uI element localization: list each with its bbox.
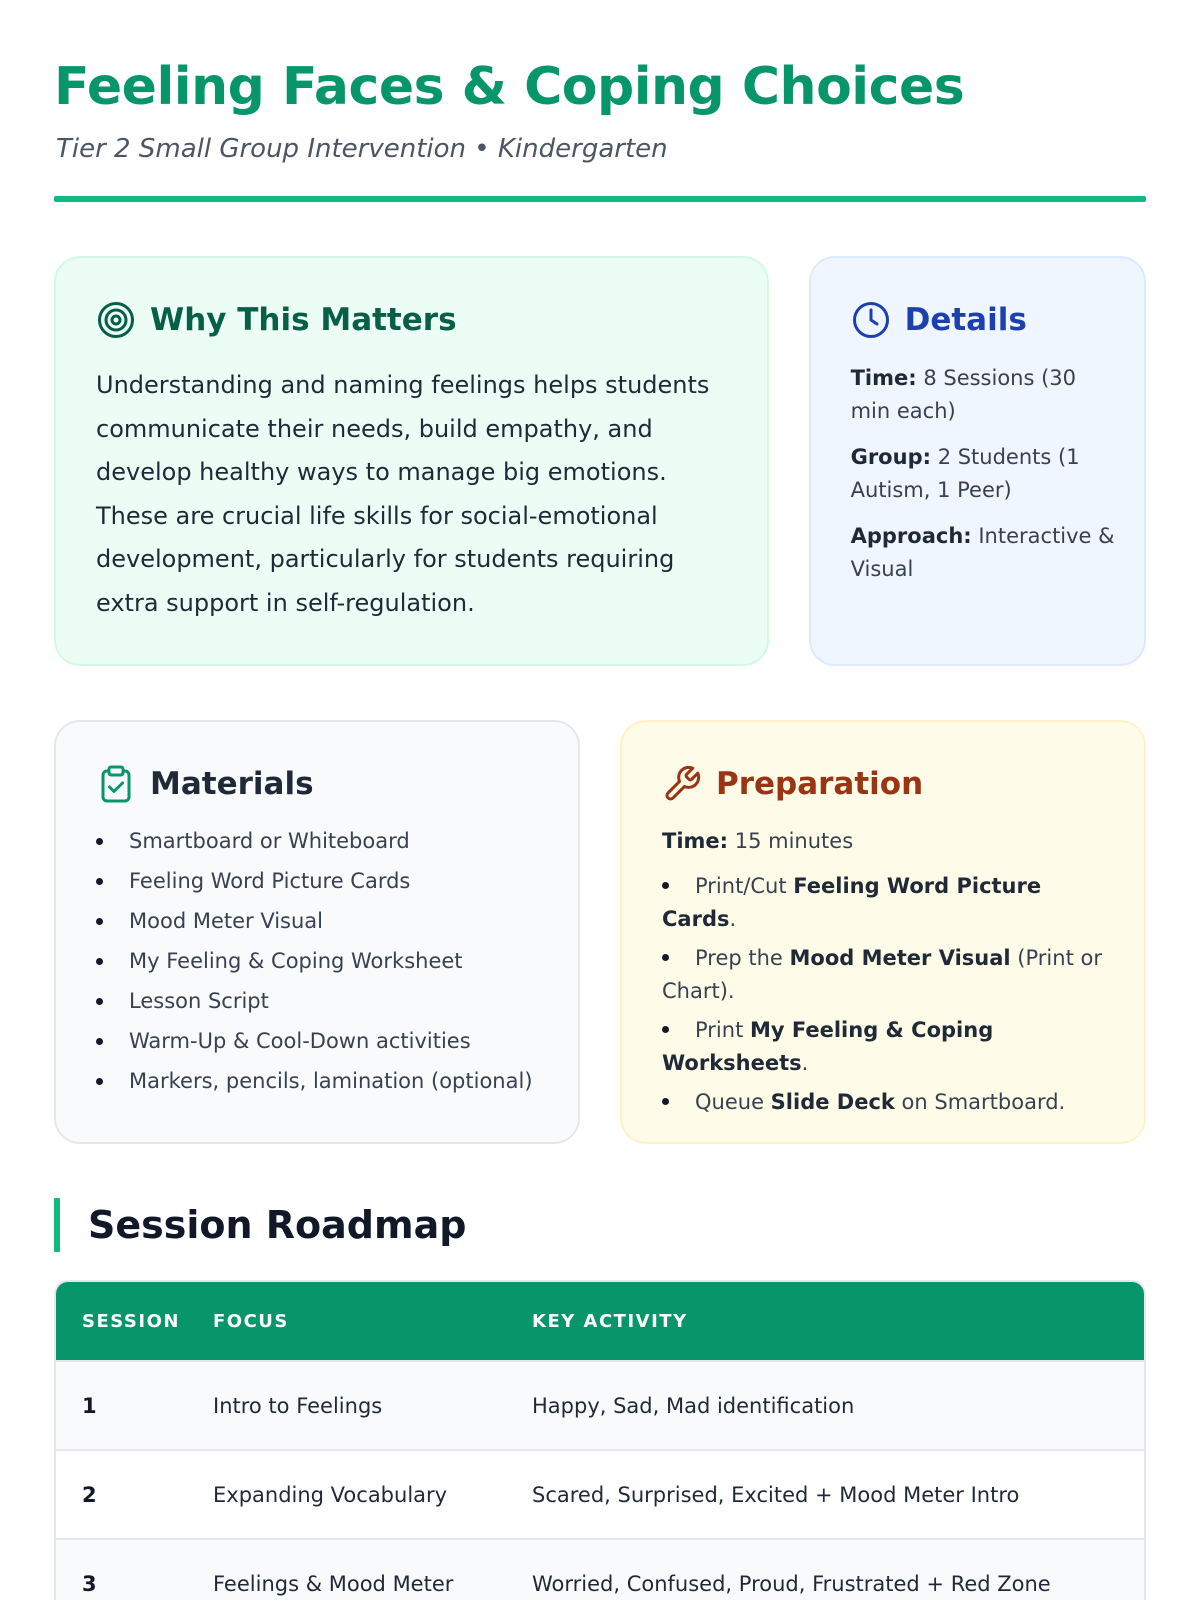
activity-cell: Worried, Confused, Proud, Frustrated + Red Zone (532, 1571, 1051, 1596)
wrench-icon (662, 764, 702, 804)
roadmap-title: Session Roadmap (88, 1203, 467, 1247)
table-body (56, 1360, 1144, 1600)
list-item: Print/Cut Feeling Word Picture Cards. (662, 870, 1104, 936)
table-row (56, 1538, 1144, 1600)
roadmap-header (54, 1198, 1146, 1252)
clock-icon (851, 300, 891, 340)
clipboard-check-icon (96, 764, 136, 804)
materials-header (96, 762, 538, 806)
focus-cell: Intro to Feelings (213, 1393, 383, 1418)
title-divider (54, 196, 1146, 202)
preparation-header (662, 762, 1104, 806)
details-item-time: Time: 8 Sessions (30 min each) (850, 366, 1077, 423)
preparation-time: Time: 15 minutes (662, 829, 854, 853)
why-header (96, 298, 727, 342)
table-header-row (56, 1282, 1144, 1360)
materials-card (54, 720, 580, 1144)
list-item: Prep the Mood Meter Visual (Print or Chart). (662, 942, 1104, 1008)
roadmap-table (54, 1280, 1146, 1600)
why-card (54, 256, 769, 666)
column-header-focus: FOCUS (213, 1310, 289, 1332)
why-title: Why This Matters (150, 302, 457, 338)
page-subtitle: Tier 2 Small Group Intervention • Kindergarten (56, 134, 668, 164)
list-item: Smartboard or Whiteboard (96, 826, 538, 856)
details-card (809, 256, 1146, 666)
preparation-title: Preparation (716, 766, 924, 802)
details-item-approach: Approach: Interactive & Visual (850, 524, 1115, 581)
why-body: Understanding and naming feelings helps students communicate their needs, build empathy, and develop healthy ways to manage big emotions. These are crucial life skills for social-emotional development, particularly for students requiring extra support in self-regulation. (96, 371, 710, 617)
resources-row (54, 720, 1146, 1144)
list-item: Mood Meter Visual (96, 906, 538, 936)
table-row (56, 1360, 1144, 1449)
focus-cell: Feelings & Mood Meter (213, 1571, 454, 1596)
list-item: Queue Slide Deck on Smartboard. (662, 1086, 1104, 1119)
focus-cell: Expanding Vocabulary (213, 1482, 448, 1507)
session-cell: 1 (82, 1393, 97, 1418)
details-title: Details (904, 302, 1027, 338)
section-accent-bar (54, 1198, 60, 1252)
details-header (851, 298, 1116, 342)
list-item: My Feeling & Coping Worksheet (96, 946, 538, 976)
preparation-card (620, 720, 1146, 1144)
details-list (851, 362, 1116, 586)
page-title: Feeling Faces & Coping Choices (54, 57, 965, 117)
list-item: Print My Feeling & Coping Worksheets. (662, 1014, 1104, 1080)
table-row (56, 1449, 1144, 1538)
session-cell: 3 (82, 1571, 97, 1596)
details-item-group: Group: 2 Students (1 Autism, 1 Peer) (850, 445, 1080, 502)
list-item: Feeling Word Picture Cards (96, 866, 538, 896)
preparation-list (662, 870, 1104, 1119)
intro-row (54, 256, 1146, 666)
list-item: Markers, pencils, lamination (optional) (96, 1066, 538, 1096)
column-header-key-activity: KEY ACTIVITY (532, 1310, 688, 1332)
activity-cell: Happy, Sad, Mad identification (532, 1393, 855, 1418)
list-item: Lesson Script (96, 986, 538, 1016)
target-icon (96, 300, 136, 340)
list-item: Warm-Up & Cool-Down activities (96, 1026, 538, 1056)
materials-title: Materials (150, 766, 314, 802)
activity-cell: Scared, Surprised, Excited + Mood Meter Intro (532, 1482, 1020, 1507)
materials-list (96, 826, 538, 1096)
session-cell: 2 (82, 1482, 97, 1507)
column-header-session: SESSION (82, 1310, 180, 1332)
